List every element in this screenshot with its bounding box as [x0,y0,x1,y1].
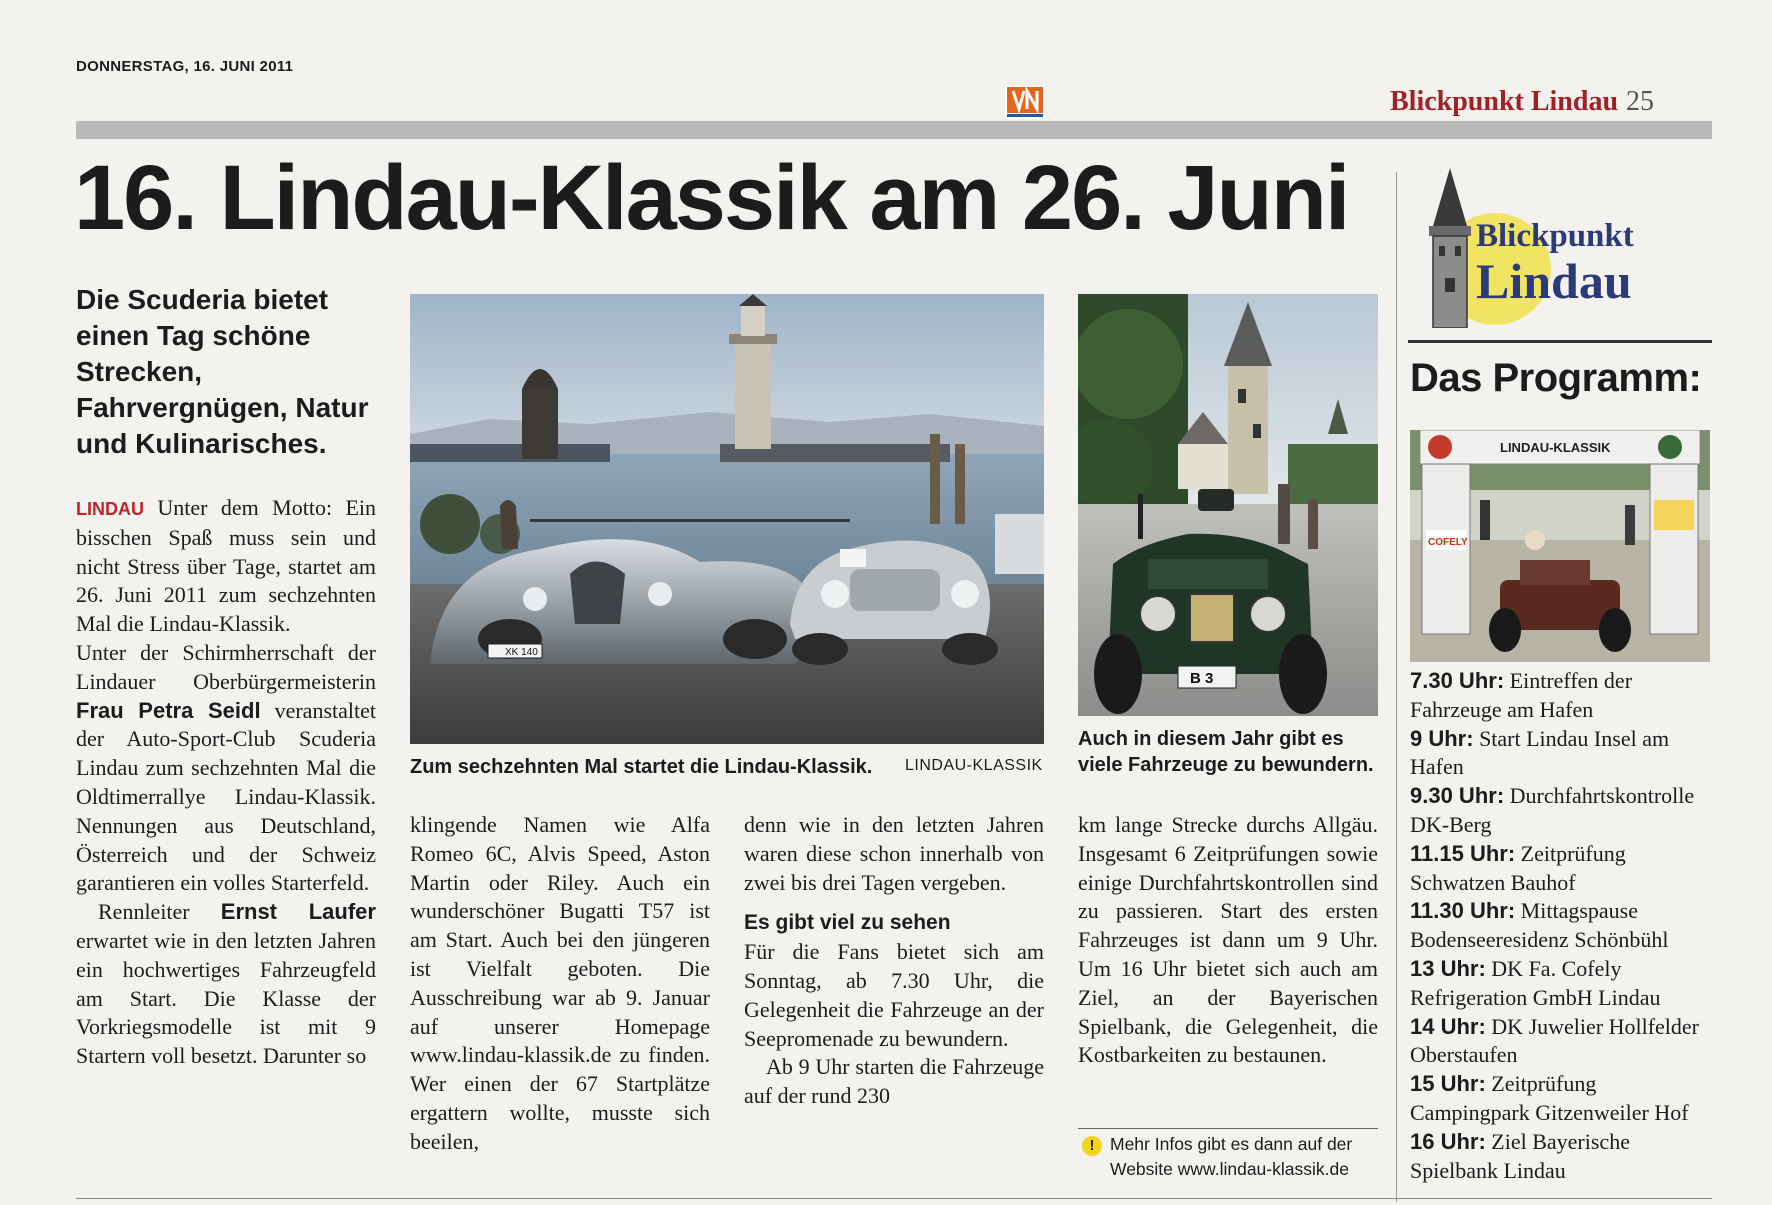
lighthouse-tower-icon [1415,168,1485,328]
info-note: Mehr Infos gibt es dann auf der Website www.lindau-klassik.de [1110,1134,1353,1179]
intro-deck: Die Scuderia bietet einen Tag schöne Strecken, Fahrvergnügen, Natur und Kulinarisches. [76,284,369,459]
article-column-3 [744,811,1044,1111]
header-rule [76,121,1712,139]
paragraph: Für die Fans bietet sich am Sonntag, ab 7.30 Uhr, die Gelegenheit die Fahrzeuge an der Seepromenade zu bewundern. [744,939,1044,1051]
sidebar-logo-line-2: Lindau [1476,253,1632,309]
paragraph: klingende Namen wie Alfa Romeo 6C, Alvis Speed, Aston Martin oder Riley. Auch ein wunderschöner Bugatti T57 ist am Start. Auch bei den jüngeren ist Vielfalt geboten. Die Ausschreibung war ab 9. Januar auf unserer Homepage www.lindau-klassik.de zu finden. Wer einen der 67 Startplätze ergattern wollte, musste sich beeilen, [410,812,710,1154]
paragraph: km lange Strecke durchs Allgäu. Insgesamt 6 Zeitprüfungen sowie einige Durchfahrtskontrollen sind zu passieren. Start des ersten Fahrzeuges ist dann um 9 Uhr. Um 16 Uhr bietet sich auch am Ziel, an der Bayerischen Spielbank, die Gelegenheit, die Kostbarkeiten zu bestaunen. [1078,812,1378,1068]
program-time: 11.30 Uhr: [1410,898,1516,924]
program-item [1410,782,1710,840]
tower-rally-photo [1078,294,1378,716]
program-text: Zeitprüfung Campingpark Gitzenweiler Hof [1410,1071,1689,1125]
harbor-classic-cars-photo [410,294,1044,744]
program-item [1410,1070,1710,1128]
paragraph: erwartet wie in den letzten Jahren ein hochwertiges Fahrzeugfeld am Start. Die Klasse der Vorkriegsmodelle ist mit 9 Startern voll besetzt. Darunter so [76,927,376,1069]
program-text: Mittagspause Bodenseeresidenz Schönbühl [1410,898,1669,953]
page-bottom-rule [76,1198,1712,1199]
article-column-4 [1078,811,1378,1070]
license-plate: B 3 [1190,670,1214,687]
section-name: Blickpunkt Lindau [1390,86,1619,117]
paragraph: Unter dem Motto: Ein bisschen Spaß muss sein und nicht Stress über Tage, startet am 26. Juni 2011 zum sechzehnten Mal die Lindau-Klassik. [76,495,376,637]
program-item [1410,840,1710,898]
program-time: 9 Uhr: [1410,725,1474,751]
tower-photo-caption: Auch in diesem Jahr gibt es viele Fahrzeuge zu bewundern. [1078,728,1374,776]
paragraph: denn wie in den letzten Jahren waren diese schon innerhalb von zwei bis drei Tagen vergeben. [744,812,1044,895]
paragraph: Rennleiter [98,899,221,925]
program-time: 13 Uhr: [1410,955,1486,981]
subheading: Es gibt viel zu sehen [744,911,951,935]
program-text: Zeitprüfung Schwatzen Bauhof [1410,840,1626,895]
program-text: DK Juwelier Hollfelder Oberstaufen [1410,1013,1700,1068]
person-name: Ernst Laufer [220,899,376,925]
start-gate-photo [1410,430,1710,662]
section-header [1390,86,1654,118]
paragraph: veranstaltet der Auto-Sport-Club Scuderia Lindau zum sechzehnten Mal die Oldtimerrallye Lindau-Klassik. Nennungen aus Deutschland, Österreich und der Schweiz garantieren ein volles Starterfeld. [76,697,376,896]
program-list [1410,667,1710,1185]
program-time: 15 Uhr: [1410,1071,1486,1097]
program-item [1410,897,1710,955]
column-divider [1396,172,1397,1202]
program-text: DK Fa. Cofely Refrigeration GmbH Lindau [1410,955,1661,1010]
program-text: Durchfahrtskontrolle DK-Berg [1410,783,1695,837]
issue-date: DONNERSTAG, 16. JUNI 2011 [76,58,294,75]
program-text: Start Lindau Insel am Hafen [1410,725,1670,780]
sponsor-sign: COFELY [1428,537,1468,548]
program-time: 16 Uhr: [1410,1128,1486,1154]
program-item [1410,1013,1710,1071]
program-text: Ziel Bayerische Spielbank Lindau [1410,1128,1630,1183]
program-title: Das Programm: [1410,356,1702,400]
sidebar-logo-line-1: Blickpunkt [1476,218,1634,254]
person-name: Frau Petra Seidl [76,697,261,723]
program-item [1410,955,1710,1013]
license-plate: XK 140 [505,647,538,658]
program-text: Eintreffen der Fahrzeuge am Hafen [1410,668,1633,722]
page-number: 25 [1626,86,1655,117]
article-column-2 [410,811,710,1157]
article-column-1 [76,494,376,1071]
banner-text: LINDAU-KLASSIK [1500,440,1611,455]
program-time: 7.30 Uhr: [1410,668,1505,693]
program-time: 11.15 Uhr: [1410,840,1516,866]
paragraph: Unter der Schirmherrschaft der Lindauer Oberbürgermeisterin [76,639,376,694]
exclamation-icon: ! [1082,1136,1102,1156]
program-time: 9.30 Uhr: [1410,783,1505,809]
sidebar-rule [1408,340,1712,343]
program-item [1410,725,1710,783]
vn-newspaper-logo [1005,85,1045,119]
paragraph: Ab 9 Uhr starten die Fahrzeuge auf der rund 230 [744,1054,1044,1109]
program-time: 14 Uhr: [1410,1013,1486,1039]
info-rule [1078,1128,1378,1129]
harbor-photo-caption: Zum sechzehnten Mal startet die Lindau-Klassik. [410,756,873,778]
photo-credit: LINDAU-KLASSIK [905,757,1043,774]
program-item [1410,667,1710,725]
dateline: LINDAU [76,499,144,519]
headline: 16. Lindau-Klassik am 26. Juni [74,147,1349,249]
program-item [1410,1128,1710,1186]
